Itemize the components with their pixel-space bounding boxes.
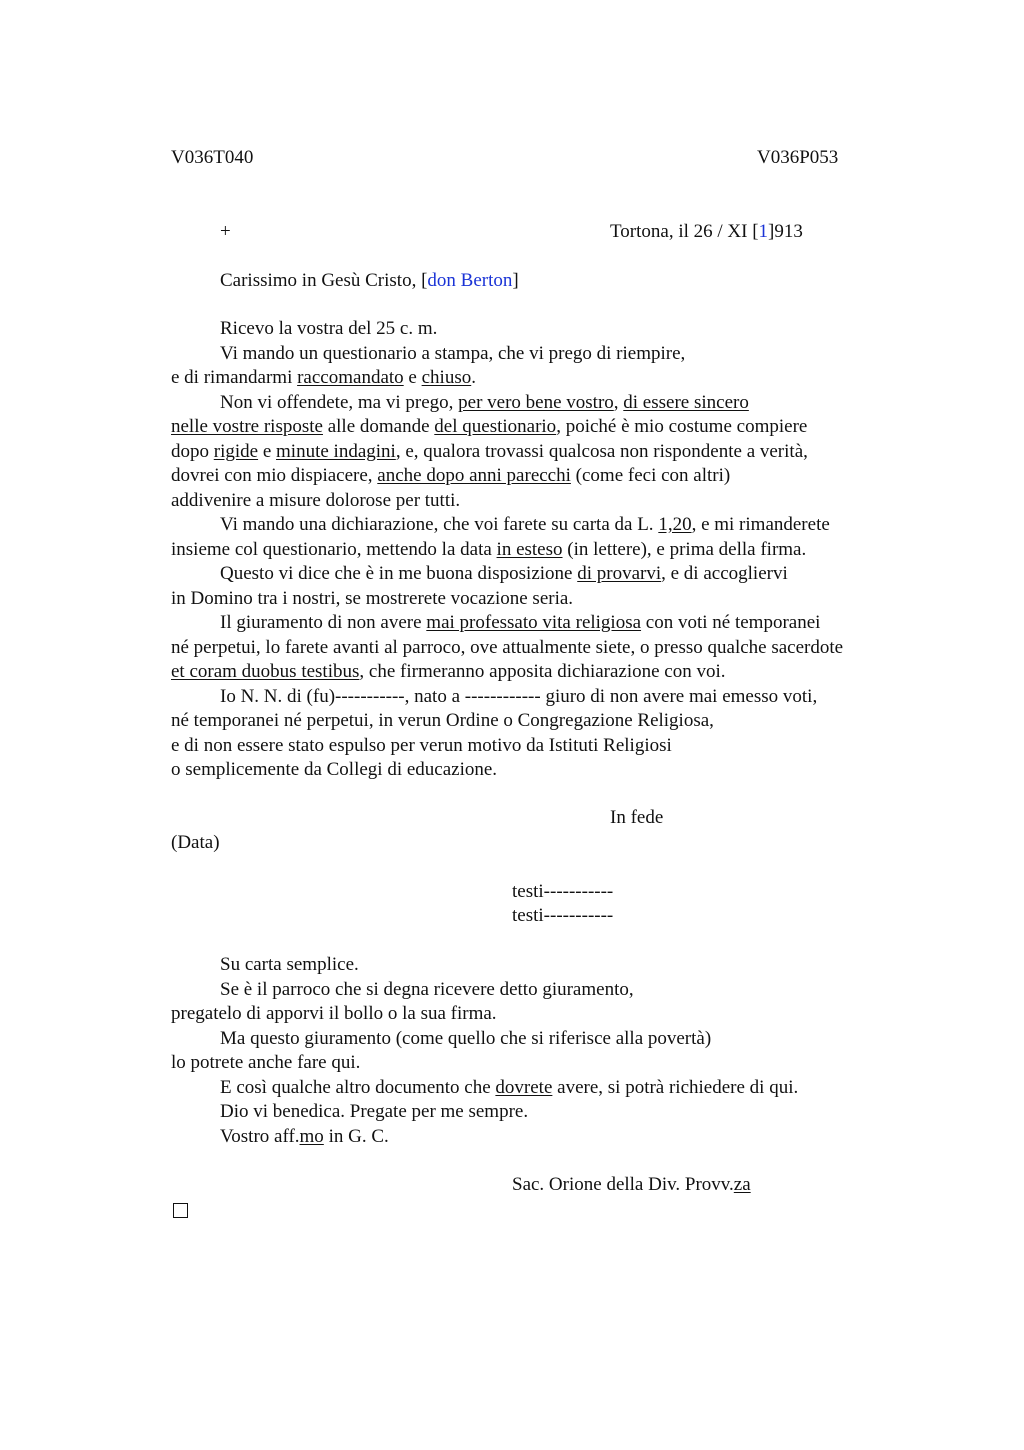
body-line: Questo vi dice che è in me buona disposizione di provarvi, e di accogliervi [220, 563, 788, 584]
body-line: addivenire a misure dolorose per tutti. [171, 489, 461, 511]
closing-line: Vostro aff.mo in G. C. [220, 1125, 389, 1147]
body-line: et coram duobus testibus, che firmeranno apposita dichiarazione con voi. [171, 661, 726, 682]
closing-line: Su carta semplice. [220, 954, 359, 975]
salutation: Carissimo in Gesù Cristo, [don Berton] [220, 270, 519, 291]
end-box-icon [173, 1201, 188, 1226]
witness-line-1: testi----------- [512, 881, 614, 902]
body-line: Io N. N. di (fu)-----------, nato a ------------ giuro di non avere mai emesso voti, [220, 685, 818, 707]
body-line: né temporanei né perpetui, in verun Ordine o Congregazione Religiosa, [171, 710, 714, 731]
body-line: o semplicemente da Collegi di educazione. [171, 759, 498, 780]
signature: Sac. Orione della Div. Provv.za [512, 1174, 751, 1195]
closing-line: Se è il parroco che si degna ricevere detto giuramento, [220, 978, 634, 1000]
closing-line: Ma questo giuramento (come quello che si riferisce alla povertà) [220, 1027, 712, 1049]
body-line: Vi mando una dichiarazione, che voi farete su carta da L. 1,20, e mi rimanderete [220, 514, 830, 535]
body-line: dovrei con mio dispiacere, anche dopo anni parecchi (come feci con altri) [171, 465, 731, 486]
archive-code-left: V036T040 [171, 147, 254, 168]
closing-line: lo potrete anche fare qui. [171, 1052, 361, 1073]
closing-line: E così qualche altro documento che dovrete avere, si potrà richiedere di qui. [220, 1076, 799, 1098]
body-line: Ricevo la vostra del 25 c. m. [220, 318, 438, 339]
body-line: Il giuramento di non avere mai professato vita religiosa con voti né temporanei [220, 612, 821, 633]
letter-closing [171, 953, 931, 1149]
recipient-name: don Berton [427, 270, 513, 291]
place-date: Tortona, il 26 / XI [1]913 [610, 221, 803, 242]
body-line: Vi mando un questionario a stampa, che vi prego di riempire, [220, 342, 686, 364]
body-line: in Domino tra i nostri, se mostrerete vocazione seria. [171, 587, 574, 609]
body-line: insieme col questionario, mettendo la data in esteso (in lettere), e prima della firma. [171, 538, 807, 560]
cross-mark: + [220, 221, 231, 242]
body-line: e di non essere stato espulso per verun motivo da Istituti Religiosi [171, 734, 672, 756]
witness-line-2: testi----------- [512, 905, 614, 926]
closing-line: pregatelo di apporvi il bollo o la sua firma. [171, 1003, 497, 1024]
in-fede: In fede [610, 807, 664, 828]
body-line: e di rimandarmi raccomandato e chiuso. [171, 367, 476, 388]
letter-body [171, 317, 931, 783]
archive-code-right: V036P053 [757, 147, 839, 168]
body-line: nelle vostre risposte alle domande del questionario, poiché è mio costume compiere [171, 416, 808, 437]
closing-line: Dio vi benedica. Pregate per me sempre. [220, 1101, 529, 1122]
body-line: dopo rigide e minute indagini, e, qualora trovassi qualcosa non rispondente a verità, [171, 440, 808, 462]
date-correction: 1 [758, 221, 769, 242]
body-line: Non vi offendete, ma vi prego, per vero bene vostro, di essere sincero [220, 391, 749, 413]
body-line: né perpetui, lo farete avanti al parroco, ove attualmente siete, o presso qualche sacerdote [171, 636, 844, 658]
date-placeholder: (Data) [171, 832, 220, 853]
